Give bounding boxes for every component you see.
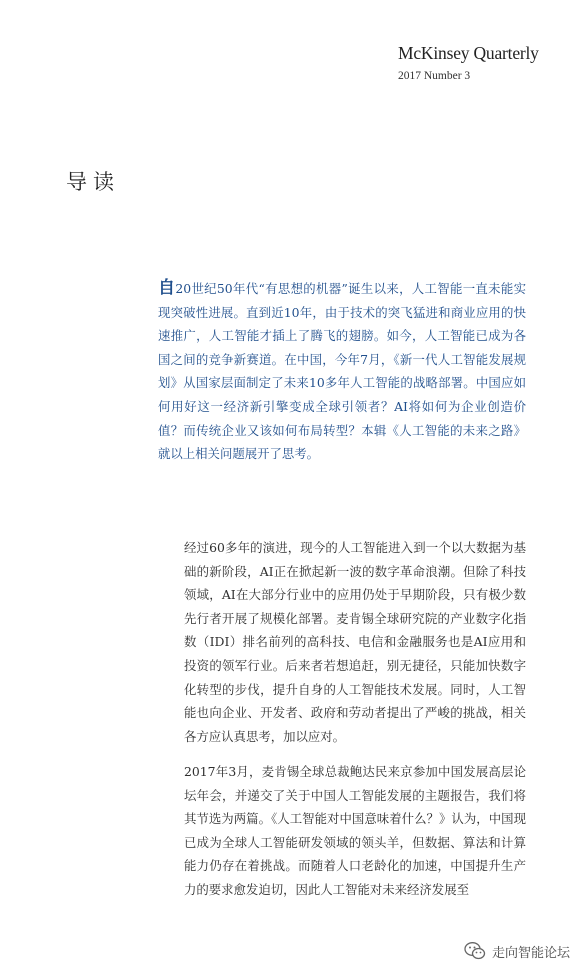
body-paragraph-text: 经过60多年的演进，现今的人工智能进入到一个以大数据为基础的新阶段，AI正在掀起新一波的数字革命浪潮。但除了科技领域，AI在大部分行业中的应用仍处于早期阶段，只有极少数先行者开展了规模化部署。麦肯锡全球研究院的产业数字化指数（IDI）排名前列的高科技、电信和金融服务也是AI应用和投资的领军行业。后来者若想追赶，别无捷径，只能加快数字化转型的步伐，提升自身的人工智能技术发展。同时，人工智能也向企业、开发者、政府和劳动者提出了严峻的挑战，相关各方应认真思考，加以应对。	[184, 540, 526, 744]
intro-text: 20世纪50年代“有思想的机器”诞生以来，人工智能一直未能实现突破性进展。直到近10年，由于技术的突飞猛进和商业应用的快速推广，人工智能才插上了腾飞的翅膀。如今，人工智能已成为各国之间的竞争新赛道。在中国，今年7月，《新一代人工智能发展规划》从国家层面制定了未来10多年人工智能的战略部署。中国应如何用好这一经济新引擎变成全球引领者？AI将如何为企业创造价值？而传统企业又该如何布局转型？本辑《人工智能的未来之路》就以上相关问题展开了思考。	[158, 281, 527, 462]
intro-dropcap: 自	[158, 278, 176, 298]
masthead-brand: McKinsey Quarterly	[398, 43, 539, 63]
body-paragraph-1	[158, 536, 526, 748]
body-paragraph-2	[158, 760, 526, 902]
masthead	[398, 42, 578, 83]
watermark	[464, 940, 570, 962]
masthead-issue: 2017 Number 3	[398, 70, 471, 82]
watermark-text: 走向智能论坛	[491, 945, 570, 961]
intro-paragraph	[158, 277, 526, 466]
body-paragraph-text: 2017年3月，麦肯锡全球总裁鲍达民来京参加中国发展高层论坛年会，并递交了关于中国人工智能发展的主题报告，我们将其节选为两篇。《人工智能对中国意味着什么？》认为，中国现已成为全球人工智能研发领域的领头羊，但数据、算法和计算能力仍存在着挑战。而随着人口老龄化的加速，中国提升生产力的要求愈发迫切，因此人工智能对未来经济发展至	[184, 764, 526, 897]
wechat-icon	[464, 941, 486, 961]
section-title: 导读	[66, 170, 120, 194]
